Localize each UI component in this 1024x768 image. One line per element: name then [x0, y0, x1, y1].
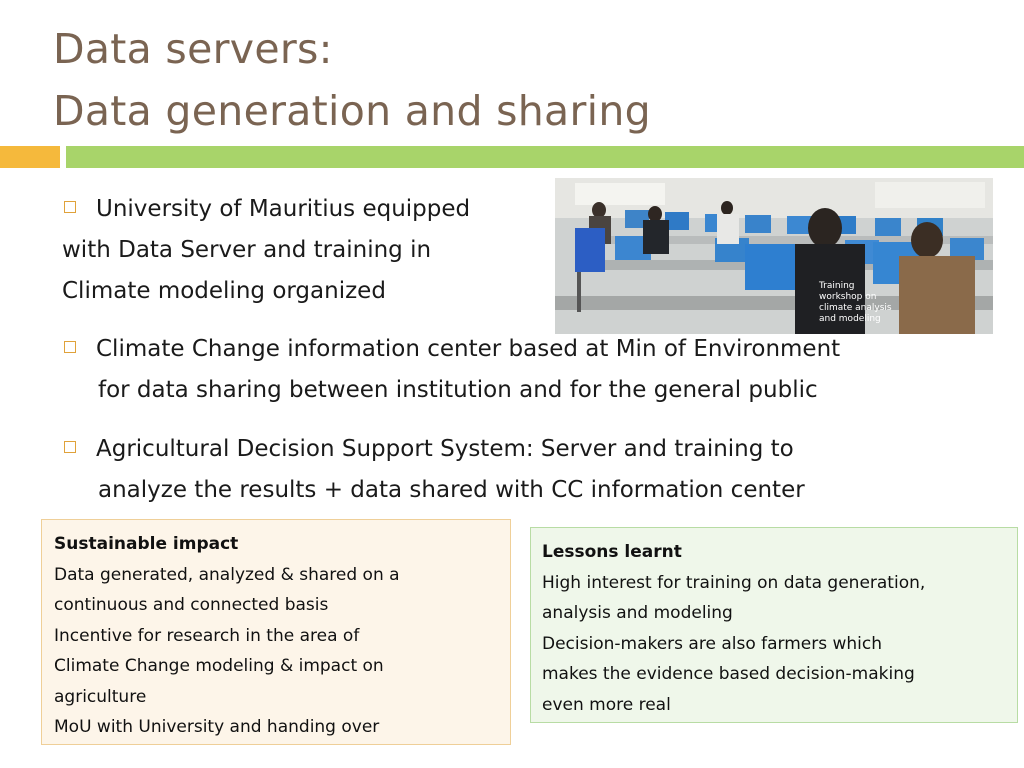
lessons-text-line: even more real — [542, 694, 671, 715]
photo-caption-line: climate analysis — [819, 303, 892, 313]
bullet-text-line: with Data Server and training in — [62, 237, 432, 263]
bullet-university — [62, 189, 552, 312]
accent-bar-orange — [0, 146, 60, 168]
impact-text-line: Climate Change modeling & impact on — [54, 656, 384, 676]
bullet-text-line: Climate Change information center based at Min of Environment — [96, 336, 841, 362]
lessons-text-line: Decision-makers are also farmers which — [542, 633, 883, 654]
lessons-text-line: analysis and modeling — [542, 603, 733, 623]
lessons-text-line: makes the evidence based decision-making — [542, 664, 915, 684]
bullet-cc-information-center — [64, 329, 984, 411]
lessons-learnt-box — [530, 527, 1018, 723]
square-bullet-icon — [64, 441, 76, 453]
bullet-decision-support — [64, 429, 984, 511]
title-line-1: Data servers: — [53, 25, 333, 73]
bullet-text-line: Agricultural Decision Support System: Server and training to — [96, 436, 794, 462]
impact-text-line: agriculture — [54, 686, 147, 707]
impact-text-line: Incentive for research in the area of — [54, 625, 360, 646]
square-bullet-icon — [64, 201, 76, 213]
title-line-2: Data generation and sharing — [53, 87, 651, 135]
slide-title — [53, 18, 953, 142]
impact-text-line: continuous and connected basis — [54, 595, 329, 615]
bullet-text-line: analyze the results + data shared with CC information center — [98, 477, 805, 503]
training-workshop-photo — [555, 178, 993, 334]
bullet-text-line: University of Mauritius equipped — [96, 196, 471, 222]
accent-bar-green — [66, 146, 1024, 168]
impact-text-line: Data generated, analyzed & shared on a — [54, 564, 400, 585]
impact-text-line: MoU with University and handing over — [54, 717, 380, 737]
sustainable-impact-box — [41, 519, 511, 745]
square-bullet-icon — [64, 341, 76, 353]
photo-caption-line: and modeling — [819, 314, 881, 324]
lessons-text-line: High interest for training on data generation, — [542, 572, 926, 593]
sustainable-impact-heading: Sustainable impact — [54, 534, 239, 554]
lessons-learnt-heading: Lessons learnt — [542, 542, 682, 562]
photo-caption-line: workshop on — [819, 292, 877, 302]
bullet-text-line: Climate modeling organized — [62, 278, 386, 304]
bullet-text-line: for data sharing between institution and for the general public — [98, 377, 818, 403]
photo-caption-line: Training — [819, 281, 855, 291]
